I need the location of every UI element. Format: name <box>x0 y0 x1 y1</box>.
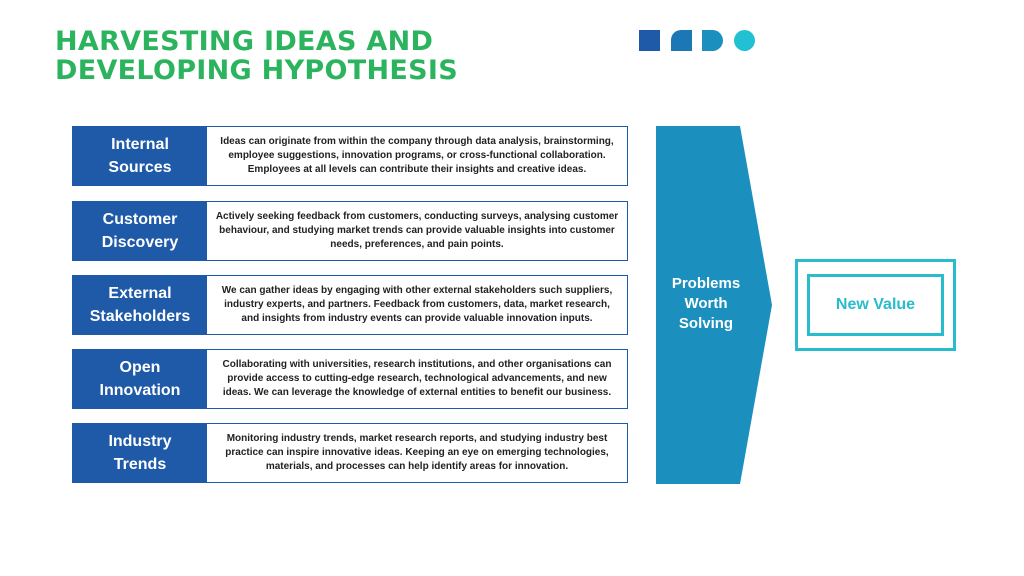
new-value-box <box>807 274 944 336</box>
source-row-industry-trends <box>72 423 628 483</box>
title-line-2: DEVELOPING HYPOTHESIS <box>55 55 458 86</box>
decorative-circle-icon <box>734 30 755 51</box>
title-line-1: HARVESTING IDEAS AND <box>55 26 434 57</box>
problems-worth-solving-label: Problems Worth Solving <box>671 275 741 332</box>
source-row-external-stakeholders <box>72 275 628 335</box>
source-label: Industry Trends <box>73 424 207 482</box>
source-description: Monitoring industry trends, market research reports, and studying industry best practice can inspire innovative ideas. Keeping an eye on emerging technologies, materials, and processes can help identify areas for innovation. <box>225 433 609 472</box>
source-description: Actively seeking feedback from customers, conducting surveys, analysing customer behaviour, and studying market trends can provide valuable insights into customer needs, preferences, and pain points. <box>215 211 619 250</box>
source-label: Open Innovation <box>73 350 207 408</box>
source-row-open-innovation <box>72 349 628 409</box>
source-row-internal-sources <box>72 126 628 186</box>
source-label: External Stakeholders <box>73 276 207 334</box>
source-description: We can gather ideas by engaging with other external stakeholders such suppliers, industry experts, and partners. Feedback from customers, data, market research, and insights from industry events can provide valuable innovation inputs. <box>221 285 613 324</box>
decorative-half-round-icon <box>702 30 723 51</box>
decorative-square-icon <box>639 30 660 51</box>
source-label: Internal Sources <box>73 127 207 185</box>
decorative-rounded-corner-icon <box>671 30 692 51</box>
page-title <box>55 27 575 85</box>
source-description: Collaborating with universities, research institutions, and other organisations can provide access to cutting-edge research, technological advancements, and new ideas. We can leverage the knowledge of external entities to benefit our business. <box>222 359 612 398</box>
source-description: Ideas can originate from within the company through data analysis, brainstorming, employee suggestions, innovation programs, or cross-functional collaboration. Employees at all levels can contribute their insights and creative ideas. <box>220 136 614 175</box>
source-row-customer-discovery <box>72 201 628 261</box>
source-label: Customer Discovery <box>73 202 207 260</box>
new-value-label: New Value <box>835 296 916 313</box>
